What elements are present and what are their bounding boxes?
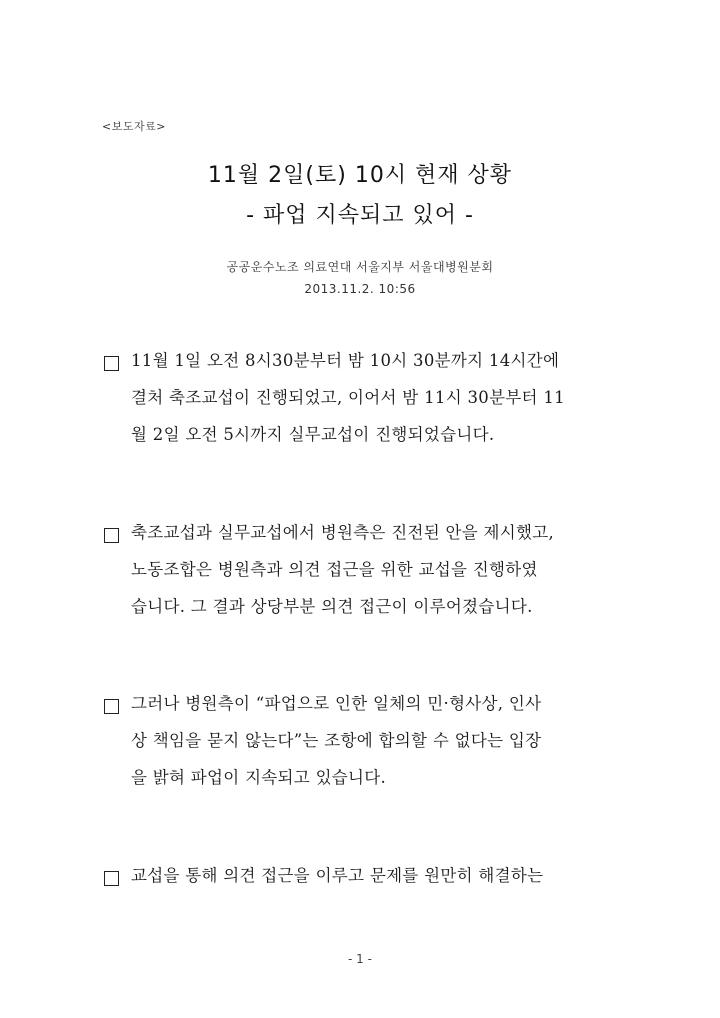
paragraph-line: 을 밝혀 파업이 지속되고 있습니다. bbox=[131, 768, 387, 787]
paragraph-line: 상 책임을 묻지 않는다”는 조항에 합의할 수 없다는 입장 bbox=[131, 731, 542, 750]
title-line-1: 11월 2일(토) 10시 현재 상황 bbox=[207, 163, 513, 188]
organization: 공공운수노조 의료연대 서울지부 서울대병원분회 bbox=[226, 260, 494, 274]
paragraph-line: 습니다. 그 결과 상당부분 의견 접근이 이루어졌습니다. bbox=[131, 597, 533, 616]
paragraph-3 bbox=[104, 693, 624, 796]
paragraph-line: 노동조합은 병원측과 의견 접근을 위한 교섭을 진행하였 bbox=[131, 560, 538, 579]
datetime: 2013.11.2. 10:56 bbox=[304, 282, 416, 296]
paragraph-4 bbox=[104, 865, 624, 894]
paragraph-2 bbox=[104, 522, 624, 625]
checkbox-bullet-icon bbox=[104, 871, 119, 886]
paragraph-line: 11월 1일 오전 8시30분부터 밤 10시 30분까지 14시간에 bbox=[131, 351, 560, 370]
checkbox-bullet-icon bbox=[104, 528, 119, 543]
paragraph-1 bbox=[104, 350, 624, 453]
title-line-2: - 파업 지속되고 있어 - bbox=[246, 203, 474, 228]
page-number: - 1 - bbox=[348, 952, 372, 966]
checkbox-bullet-icon bbox=[104, 356, 119, 371]
checkbox-bullet-icon bbox=[104, 699, 119, 714]
paragraph-line: 결처 축조교섭이 진행되었고, 이어서 밤 11시 30분부터 11 bbox=[131, 388, 565, 407]
document-tag: <보도자료> bbox=[102, 120, 166, 133]
paragraph-line: 축조교섭과 실무교섭에서 병원측은 진전된 안을 제시했고, bbox=[131, 523, 555, 542]
paragraph-line: 그러나 병원측이 “파업으로 인한 일체의 민·형사상, 인사 bbox=[131, 694, 542, 713]
paragraph-line: 교섭을 통해 의견 접근을 이루고 문제를 원만히 해결하는 bbox=[131, 866, 544, 885]
paragraph-line: 월 2일 오전 5시까지 실무교섭이 진행되었습니다. bbox=[131, 425, 495, 444]
